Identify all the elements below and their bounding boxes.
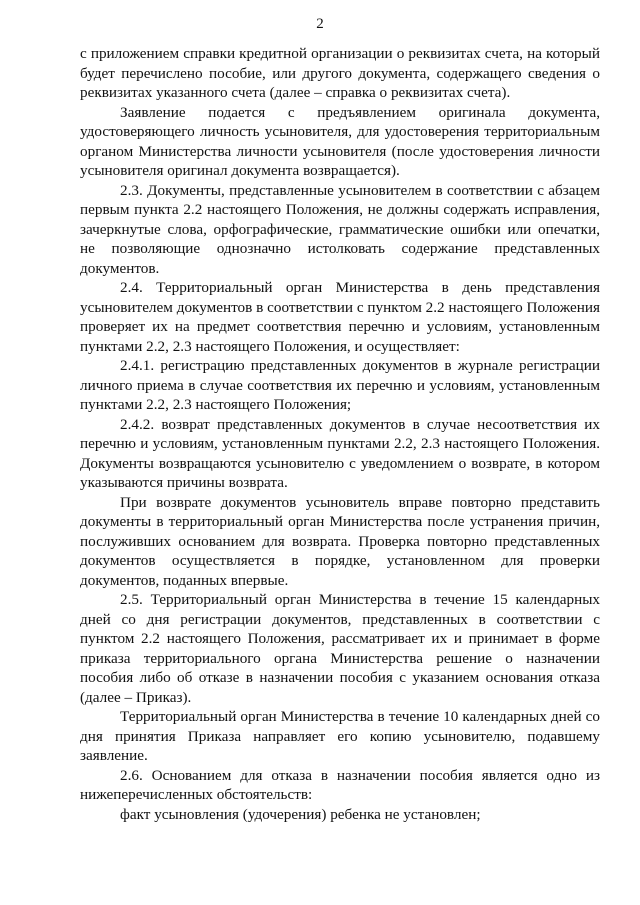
paragraph: 2.3. Документы, представленные усыновителем в соответствии с абзацем первым пункта 2.2 настоящего Положения, не должны содержать исправления, зачеркнутые слова, орфографические, грамматические ошибки или опечатки, не позволяющие однозначно истолковать содержание представленных документов. (80, 181, 600, 277)
paragraph: Территориальный орган Министерства в течение 10 календарных дней со дня принятия Приказа направляет его копию усыновителю, подавшему заявление. (80, 708, 600, 764)
paragraph: факт усыновления (удочерения) ребенка не установлен; (120, 805, 481, 823)
paragraph: с приложением справки кредитной организации о реквизитах счета, на который будет перечислено пособие, или другого документа, содержащего сведения о реквизитах указанного счета (далее – справка о реквизитах счета). (80, 45, 600, 101)
paragraph: 2.4.1. регистрацию представленных документов в журнале регистрации личного приема в случае соответствия их перечню и условиям, установленным пунктами 2.2, 2.3 настоящего Положения; (80, 357, 600, 413)
paragraph: 2.6. Основанием для отказа в назначении пособия является одно из нижеперечисленных обстоятельств: (80, 766, 600, 803)
paragraph: 2.4. Территориальный орган Министерства в день представления усыновителем документов в соответствии с пунктом 2.2 настоящего Положения проверяет их на предмет соответствия перечню и условиям, установленным пунктами 2.2, 2.3 настоящего Положения, и осуществляет: (80, 279, 600, 355)
page-number: 2 (316, 16, 324, 32)
paragraph: 2.4.2. возврат представленных документов в случае несоответствия их перечню и условиям, установленным пунктами 2.2, 2.3 настоящего Положения. Документы возвращаются усыновителю с уведомлением о возврате, в котором указываются причины возврата. (80, 415, 600, 491)
document-body (80, 44, 600, 824)
paragraph: При возврате документов усыновитель вправе повторно представить документы в территориальный орган Министерства после устранения причин, послуживших основанием для возврата. Проверка повторно представленных документов осуществляется в порядке, установленном для проверки документов, поданных впервые. (80, 493, 600, 589)
paragraph: Заявление подается с предъявлением оригинала документа, удостоверяющего личность усыновителя, для удостоверения территориальным органом Министерства личности усыновителя (после удостоверения личности усыновителя оригинал документа возвращается). (80, 103, 600, 179)
paragraph: 2.5. Территориальный орган Министерства в течение 15 календарных дней со дня регистрации документов, представленных в соответствии с пунктом 2.2 настоящего Положения, рассматривает их и принимает в форме приказа территориального органа Министерства решение о назначении пособия либо об отказе в назначении пособия с указанием основания отказа (далее – Приказ). (80, 591, 600, 706)
